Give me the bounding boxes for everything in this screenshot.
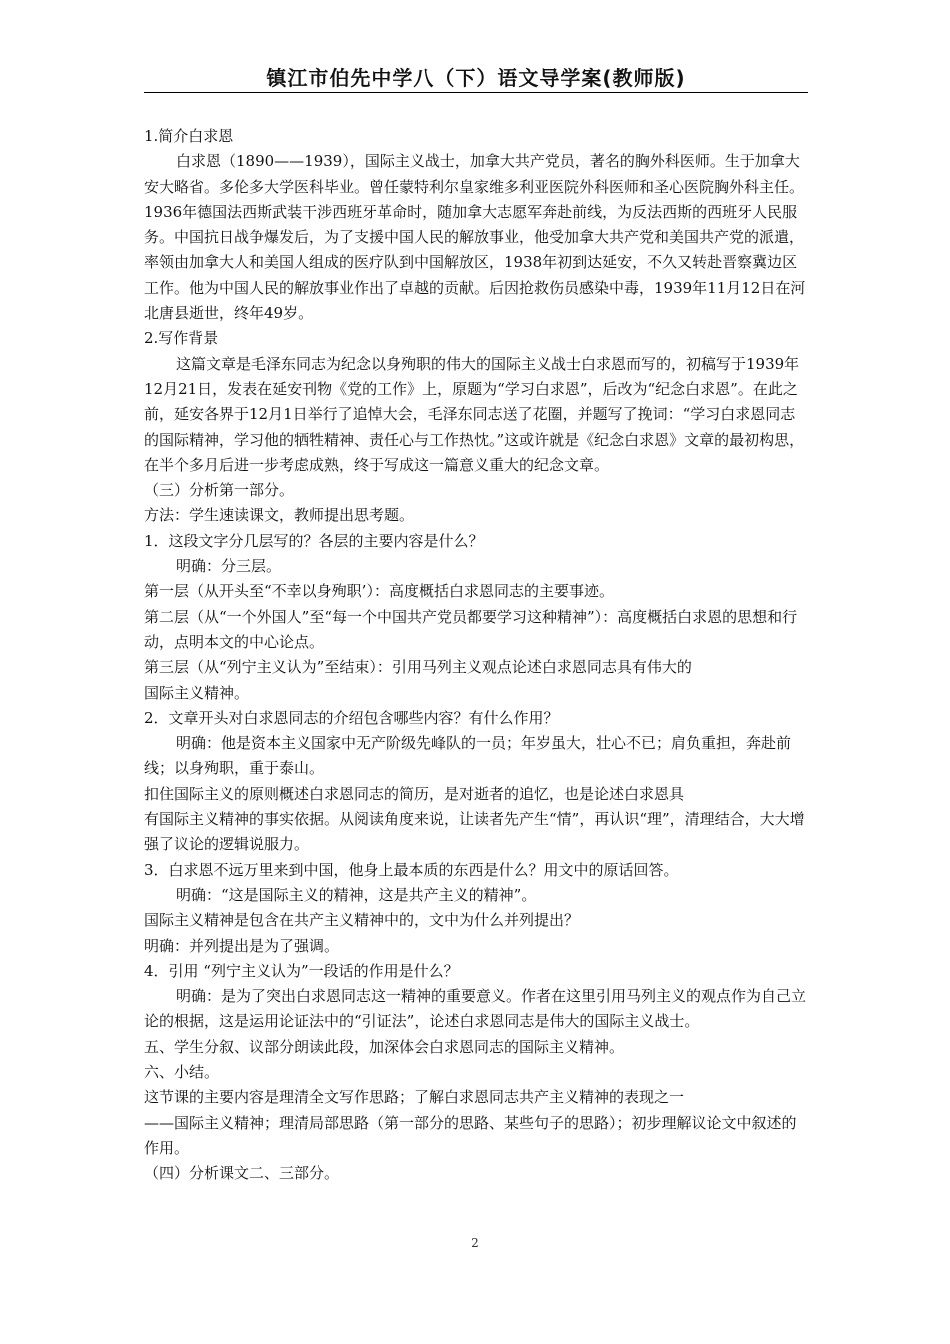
answer-3: 明确：“这是国际主义的精神，这是共产主义的精神”。 [176, 885, 537, 904]
question-4: 4．引用 “列宁主义认为”一段话的作用是什么？ [144, 961, 459, 980]
layer-2-text: 第二层（从“一个外国人”至“每一个中国共产党员都要学习这种精神”）：高度概括白求恩的思想和行动，点明本文的中心论点。 [144, 607, 798, 651]
layer-3-text-b: 国际主义精神。 [144, 683, 250, 702]
step-five: 五、学生分叙、议部分朗读此段，加深体会白求恩同志的国际主义精神。 [144, 1037, 625, 1056]
document-body [144, 124, 808, 1186]
question-2: 2．文章开头对白求恩同志的介绍包含哪些内容？有什么作用？ [144, 708, 559, 727]
answer-1: 明确：分三层。 [176, 557, 282, 576]
followup-question-3: 国际主义精神是包含在共产主义精神中的，文中为什么并列提出？ [144, 911, 580, 930]
layer-3-text-a: 第三层（从“列宁主义认为”至结束）：引用马列主义观点论述白求恩同志具有伟大的 [144, 658, 692, 677]
paragraph-bethune-intro: 白求恩（1890——1939），国际主义战士，加拿大共产党员，著名的胸外科医师。生于加拿大安大略省。多伦多大学医科毕业。曾任蒙特利尔皇家维多利亚医院外科医师和圣心医院胸外科主任。1936年德国法西斯武装干涉西班牙革命时，随加拿大志愿军奔赴前线，为反法西斯的西班牙人民服务。中国抗日战争爆发后，为了支援中国人民的解放事业，他受加拿大共产党和美国共产党的派遣，率领由加拿大人和美国人组成的医疗队到中国解放区，1938年初到达延安，不久又转赴晋察冀边区工作。他为中国人民的解放事业作出了卓越的贡献。后因抢救伤员感染中毒，1939年11月12日在河北唐县逝世，终年49岁。 [144, 152, 806, 323]
page-number: 2 [471, 1236, 479, 1250]
explanation-2-a: 扣住国际主义的原则概述白求恩同志的简历，是对逝者的追忆，也是论述白求恩具 [144, 784, 685, 803]
method-text: 方法：学生速读课文，教师提出思考题。 [144, 506, 415, 525]
section-heading-part4: （四）分析课文二、三部分。 [144, 1164, 340, 1183]
paragraph-background: 这篇文章是毛泽东同志为纪念以身殉职的伟大的国际主义战士白求恩而写的，初稿写于1939年12月21日，发表在延安刊物《党的工作》上，原题为“学习白求恩”，后改为“纪念白求恩”。在此之前，延安各界于12月1日举行了追悼大会，毛泽东同志送了花圈，并题写了挽词：“学习白求恩同志的国际精神，学习他的牺牲精神、责任心与工作热忱。”这或许就是《纪念白求恩》文章的最初构思，在半个多月后进一步考虑成熟，终于写成这一篇意义重大的纪念文章。 [144, 354, 805, 474]
section-heading-background: 2.写作背景 [144, 329, 219, 348]
layer-1-text: 第一层（从开头至“不幸以身殉职’）：高度概括白求恩同志的主要事迹。 [144, 582, 614, 601]
followup-answer-3: 明确：并列提出是为了强调。 [144, 936, 340, 955]
question-3: 3．白求恩不远万里来到中国，他身上最本质的东西是什么？用文中的原话回答。 [144, 860, 679, 879]
section-heading-intro: 1.简介白求恩 [144, 127, 234, 145]
question-1: 1．这段文字分几层写的？各层的主要内容是什么？ [144, 531, 484, 550]
section-heading-part3: （三）分析第一部分。 [144, 481, 295, 500]
page-title: 镇江市伯先中学八（下）语文导学案(教师版) [266, 66, 686, 90]
answer-2: 明确：他是资本主义国家中无产阶级先峰队的一员；年岁虽大，壮心不已；肩负重担，奔赴前线；以身殉职，重于泰山。 [144, 734, 792, 778]
header-divider [144, 92, 808, 93]
summary-text-b: ——国际主义精神；理清局部思路（第一部分的思路、某些句子的思路）；初步理解议论文中叙述的作用。 [144, 1113, 797, 1157]
answer-4: 明确：是为了突出白求恩同志这一精神的重要意义。作者在这里引用马列主义的观点作为自己立论的根据，这是运用论证法中的“引证法”，论述白求恩同志是伟大的国际主义战士。 [144, 987, 807, 1031]
explanation-2-b: 有国际主义精神的事实依据。从阅读角度来说，让读者先产生“情”，再认识“理”，清理结合，大大增强了议论的逻辑说服力。 [144, 810, 805, 854]
step-six: 六、小结。 [144, 1062, 220, 1081]
summary-text-a: 这节课的主要内容是理清全文写作思路；了解白求恩同志共产主义精神的表现之一 [144, 1088, 685, 1107]
